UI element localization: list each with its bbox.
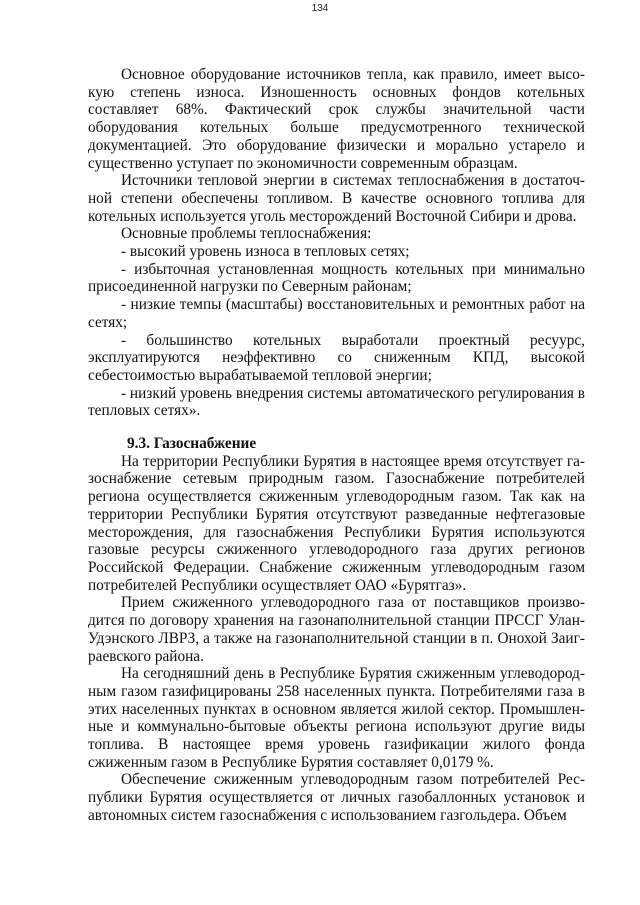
list-item-excess-capacity: - избыточная установленная мощность котельных при минимально присоединенной нагрузки по Северным районам; <box>88 260 585 296</box>
list-item-automation: - низкий уровень внедрения системы автоматического регулирования в тепловых сетях». <box>88 384 585 420</box>
paragraph-gas-territory: На территории Республики Бурятия в настоящее время отсутствует газоснабжение сетевым природным газом. Газоснабжение потребителей региона осуществляется сжиженным углеводородным газом. Так как на территории Республики Бурятия отсутствуют разведанные нефтегазовые месторождения, для газоснабжения Республики Бурятия используются газовые ресурсы сжиженного углеводородного газа других регионов Российской Федерации. Снабжение сжиженным углеводородным газом потребителей Республики осуществляет ОАО «Бурятгаз». <box>88 452 585 594</box>
list-item-repair-pace: - низкие темпы (масштабы) восстановительных и ремонтных работ на сетях; <box>88 296 585 331</box>
paragraph-problems-intro: Основные проблемы теплоснабжения: <box>121 225 372 243</box>
list-item-network-wear: - высокий уровень износа в тепловых сетях; <box>121 243 410 261</box>
document-body <box>88 66 585 825</box>
list-item-boiler-resource: - большинство котельных выработали проектный ресуурс, эксплуатируются неэффективно со сниженным КПД, высокой себестоимостью вырабатываемой тепловой энергии; <box>88 331 585 384</box>
page-number: 134 <box>311 3 329 14</box>
paragraph-equipment-wear: Основное оборудование источников тепла, как правило, имеет высокую степень износа. Изношенность основных фондов котельных составляет 68%. Фактический срок службы значительной части оборудования котельных больше предусмотренного технической документацией. Это оборудование физически и морально устарело и существенно уступает по экономичности современным образцам. <box>88 66 585 172</box>
paragraph-gas-reception: Прием сжиженного углеводородного газа от поставщиков производится по договору хранения на газонаполнительной станции ПРССГ Улан-Удэнского ЛВРЗ, а также на газонаполнительной станции в п. Онохой Заиграевского района. <box>88 594 585 665</box>
paragraph-gas-provision: Обеспечение сжиженным углеводородным газом потребителей Республики Бурятия осуществляется от личных газобаллонных установок и автономных систем газоснабжения с использованием газгольдера. Объем <box>88 771 585 824</box>
paragraph-fuel-supply: Источники тепловой энергии в системах теплоснабжения в достаточной степени обеспечены топливом. В качестве основного топлива для котельных используется уголь месторождений Восточной Сибири и дрова. <box>88 172 585 225</box>
section-heading-gas-supply: 9.3. Газоснабжение <box>127 435 257 453</box>
paragraph-gasified-settlements: На сегодняшний день в Республике Бурятия сжиженным углеводородным газом газифицированы 258 населенных пункта. Потребителями газа в этих населенных пунктах в основном является жилой сектор. Промышленные и коммунально-бытовые объекты региона используют другие виды топлива. В настоящее время уровень газификации жилого фонда сжиженным газом в Республике Бурятия составляет 0,0179 %. <box>88 665 585 771</box>
